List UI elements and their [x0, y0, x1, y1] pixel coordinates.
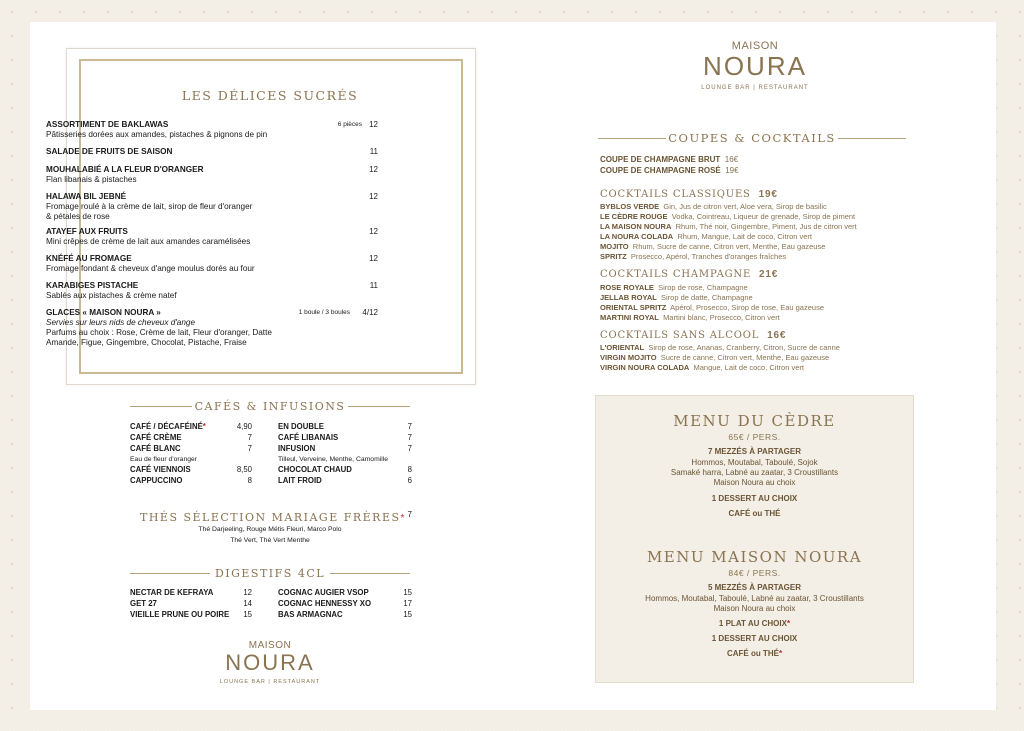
digestif-row: [130, 588, 252, 598]
item-price: 12: [369, 120, 378, 129]
logo-noura: NOURA: [225, 650, 315, 675]
item-price: 8,50: [236, 465, 252, 474]
dessert-item: [46, 192, 376, 222]
menus-panel: [595, 395, 914, 683]
cocktail-row: [600, 222, 857, 232]
item-name: GLACES « MAISON NOURA »: [46, 308, 161, 317]
digestif-row: [278, 599, 412, 609]
cafe-row: [130, 476, 252, 486]
menu-noura-line: Hommos, Moutabal, Taboulé, Labné au zaatar, 3 Croustillants: [645, 594, 864, 603]
delices-title: LES DÉLICES SUCRÉS: [181, 88, 359, 103]
item-price: 11: [369, 281, 378, 290]
item-price: 8: [407, 465, 412, 474]
cafes-title: CAFÉS & INFUSIONS: [194, 400, 346, 413]
logo-tagline: LOUNGE BAR | RESTAURANT: [701, 85, 809, 91]
group-name: COCKTAILS CHAMPAGNE: [600, 269, 752, 280]
item-name: COUPE DE CHAMPAGNE ROSÉ: [600, 166, 721, 175]
item-name: VIRGIN NOURA COLADA: [600, 363, 690, 372]
cafe-row: [130, 422, 252, 432]
item-price: 12: [369, 254, 378, 263]
cafe-row: [278, 422, 412, 432]
star-mark: *: [400, 513, 405, 524]
item-desc: Sirop de datte, Champagne: [661, 293, 753, 302]
item-name: GET 27: [130, 599, 157, 608]
menu-cedre-cafe: CAFÉ ou THÉ: [728, 509, 781, 518]
cocktail-row: [600, 232, 812, 242]
item-price: 11: [369, 147, 378, 156]
item-name: CAFÉ LIBANAIS: [278, 433, 339, 442]
group-title: [600, 190, 778, 200]
digestif-row: [278, 588, 412, 598]
item-price: 7: [407, 433, 412, 442]
item-name: INFUSION: [278, 444, 316, 453]
item-desc: Apérol, Prosecco, Sirop de rose, Eau gazeuse: [670, 303, 824, 312]
item-name: HALAWA BIL JEBNÉ: [46, 192, 127, 201]
item-name: COUPE DE CHAMPAGNE BRUT: [600, 155, 721, 164]
item-price: 12: [369, 227, 378, 236]
item-price: 12: [369, 165, 378, 174]
cocktail-row: [600, 283, 748, 293]
group-name: COCKTAILS CLASSIQUES: [600, 189, 751, 200]
item-qty: 6 pièces: [337, 121, 362, 128]
dessert-item: [46, 227, 376, 247]
logo-maison: MAISON: [248, 640, 292, 651]
item-name: CAFÉ / DÉCAFÉINÉ: [130, 422, 203, 431]
cocktail-row: [600, 242, 825, 252]
group-title: [600, 331, 786, 341]
dessert-item: [46, 147, 376, 157]
item-name: MOUHALABIÉ A LA FLEUR D'ORANGER: [46, 165, 204, 174]
cafe-label: CAFÉ ou THÉ: [726, 649, 779, 658]
item-desc: Martini blanc, Prosecco, Citron vert: [663, 313, 780, 322]
item-name: MOJITO: [600, 242, 629, 251]
digestif-row: [130, 599, 252, 609]
divider: [348, 406, 410, 407]
item-name: COGNAC AUGIER VSOP: [278, 588, 369, 597]
item-price: 4,90: [236, 422, 252, 431]
item-desc: Flan libanais & pistaches: [46, 175, 137, 184]
item-name: EN DOUBLE: [278, 422, 324, 431]
coupes-title: COUPES & COCKTAILS: [668, 131, 836, 145]
dessert-item: [46, 165, 376, 185]
item-name: ROSE ROYALE: [600, 283, 654, 292]
item-price: 7: [407, 422, 412, 431]
group-price: 16€: [767, 330, 787, 341]
item-desc: Amande, Figue, Gingembre, Chocolat, Pistache, Fraise: [46, 338, 247, 347]
group-price: 21€: [759, 269, 779, 280]
menu-noura-dessert: 1 DESSERT AU CHOIX: [711, 634, 798, 643]
item-name: CAFÉ CRÈME: [130, 433, 182, 442]
item-desc: Gin, Jus de citron vert, Aloe vera, Sirop de basilic: [663, 202, 827, 211]
cafe-row: [278, 465, 412, 475]
champagne-row: [600, 166, 739, 176]
item-name: SALADE DE FRUITS DE SAISON: [46, 147, 173, 156]
logo-maison: MAISON: [731, 40, 779, 52]
item-price: 7: [247, 444, 252, 453]
dessert-item: [46, 120, 376, 140]
item-desc: Sirop de rose, Ananas, Cranberry, Citron, Sucre de canne: [648, 343, 840, 352]
item-name: L'ORIENTAL: [600, 343, 645, 352]
cocktail-row: [600, 353, 829, 363]
item-name: KNÉFÉ AU FROMAGE: [46, 254, 132, 263]
thes-line: Thé Vert, Thé Vert Menthe: [230, 537, 310, 544]
item-desc: & pétales de rose: [46, 212, 110, 221]
cafe-note: Tilleul, Verveine, Menthe, Camomille: [278, 456, 389, 463]
item-desc: Rhum, Thé noir, Gingembre, Piment, Jus de citron vert: [675, 222, 857, 231]
plat-label: 1 PLAT AU CHOIX: [718, 619, 787, 628]
item-price: 7: [247, 433, 252, 442]
item-name: ASSORTIMENT DE BAKLAWAS: [46, 120, 169, 129]
item-price: 15: [403, 610, 412, 619]
item-desc: Sirop de rose, Champagne: [658, 283, 748, 292]
item-desc: Servies sur leurs nids de cheveux d'ange: [46, 318, 196, 327]
item-name: CHOCOLAT CHAUD: [278, 465, 352, 474]
item-name: CAFÉ BLANC: [130, 444, 181, 453]
thes-price: 7: [407, 510, 412, 519]
item-name: JELLAB ROYAL: [600, 293, 657, 302]
star-mark: *: [786, 619, 791, 628]
menu-cedre-mezzes: 7 MEZZÉS À PARTAGER: [707, 447, 802, 456]
item-desc: Rhum, Mangue, Lait de coco, Citron vert: [677, 232, 813, 241]
cocktail-row: [600, 343, 840, 353]
cafe-row: [278, 476, 412, 486]
item-price: 14: [243, 599, 252, 608]
item-price: 17: [403, 599, 412, 608]
item-name: LE CÈDRE ROUGE: [600, 212, 668, 221]
group-name: COCKTAILS SANS ALCOOL: [600, 330, 760, 341]
item-desc: Fromage fondant & cheveux d'ange moulus dorés au four: [46, 264, 255, 273]
star-mark: *: [778, 649, 783, 658]
item-desc: Rhum, Sucre de canne, Citron vert, Menthe, Eau gazeuse: [632, 242, 826, 251]
item-desc: Mangue, Lait de coco, Citron vert: [693, 363, 804, 372]
cocktail-row: [600, 363, 804, 373]
cafe-row: [278, 444, 412, 454]
dessert-item: [46, 254, 376, 274]
item-price: 7: [407, 444, 412, 453]
item-price: 6: [407, 476, 412, 485]
divider: [130, 406, 192, 407]
cocktail-row: [600, 212, 855, 222]
item-price: 4/12: [362, 308, 378, 317]
cocktail-row: [600, 293, 753, 303]
champagne-row: [600, 155, 738, 165]
star-mark: *: [202, 422, 206, 431]
item-desc: Prosecco, Apérol, Tranches d'oranges fraîches: [630, 252, 787, 261]
item-price: 15: [403, 588, 412, 597]
menu-noura-line: Maison Noura au choix: [713, 604, 796, 613]
thes-line: Thé Darjeeling, Rouge Métis Fleuri, Marco Polo: [198, 526, 342, 533]
cafe-row: [130, 433, 252, 443]
item-name: CAFÉ VIENNOIS: [130, 465, 191, 474]
item-desc: Mini crêpes de crème de lait aux amandes caramélisées: [46, 237, 251, 246]
cafe-note: Eau de fleur d'oranger: [130, 456, 198, 463]
item-name: LAIT FROID: [278, 476, 322, 485]
cocktail-row: [600, 202, 827, 212]
item-name: CAPPUCCINO: [130, 476, 183, 485]
group-title: [600, 270, 778, 280]
menu-cedre-price: 65€ / PERS.: [728, 432, 781, 442]
item-name: LA MAISON NOURA: [600, 222, 672, 231]
digestifs-title: DIGESTIFS 4CL: [214, 567, 326, 580]
menu-cedre-line: Hommos, Moutabal, Taboulé, Sojok: [691, 458, 818, 467]
item-desc: Pâtisseries dorées aux amandes, pistaches & pignons de pin: [46, 130, 268, 139]
logo-noura: NOURA: [703, 51, 807, 81]
menu-cedre-line: Samaké harra, Labné au zaatar, 3 Croustillants: [670, 468, 839, 477]
divider: [130, 573, 210, 574]
item-desc: Sablés aux pistaches & crème natef: [46, 291, 177, 300]
item-desc: Parfums au choix : Rose, Crème de lait, Fleur d'oranger, Datte: [46, 328, 272, 337]
divider: [598, 138, 666, 139]
item-name: VIEILLE PRUNE OU POIRE: [130, 610, 230, 619]
item-name: NECTAR DE KEFRAYA: [130, 588, 214, 597]
cocktail-row: [600, 252, 786, 262]
item-name: LA NOURA COLADA: [600, 232, 674, 241]
item-name: SPRITZ: [600, 252, 627, 261]
item-price: 16€: [724, 155, 739, 164]
item-desc: Vodka, Cointreau, Liqueur de grenade, Sirop de piment: [671, 212, 856, 221]
cafe-row: [278, 433, 412, 443]
menu-noura-cafe: [596, 649, 913, 659]
menu-noura-price: 84€ / PERS.: [728, 568, 781, 578]
divider: [838, 138, 906, 139]
item-name: BYBLOS VERDE: [600, 202, 660, 211]
item-name: ORIENTAL SPRITZ: [600, 303, 667, 312]
digestif-row: [278, 610, 412, 620]
item-name: COGNAC HENNESSY XO: [278, 599, 372, 608]
logo-top: [690, 40, 820, 91]
item-name: BAS ARMAGNAC: [278, 610, 343, 619]
item-name: ATAYEF AUX FRUITS: [46, 227, 128, 236]
dessert-item: [46, 308, 376, 348]
dessert-item: [46, 281, 376, 301]
item-desc: Fromage roulé à la crème de lait, sirop de fleur d'oranger: [46, 202, 253, 211]
item-name: VIRGIN MOJITO: [600, 353, 657, 362]
item-price: 15: [243, 610, 252, 619]
item-desc: Sucre de canne, Citron vert, Menthe, Eau gazeuse: [660, 353, 830, 362]
menu-noura-plat: [596, 619, 913, 629]
item-price: 12: [243, 588, 252, 597]
item-price: 19€: [725, 166, 739, 175]
cafe-row: [130, 465, 252, 475]
menu-cedre-title: MENU DU CÈDRE: [673, 412, 836, 430]
menu-noura-title: MENU MAISON NOURA: [646, 548, 863, 566]
menu-noura-mezzes: 5 MEZZÉS À PARTAGER: [707, 583, 802, 592]
digestif-row: [130, 610, 252, 620]
menu-cedre-line: Maison Noura au choix: [713, 478, 796, 487]
cocktail-row: [600, 303, 824, 313]
item-name: MARTINI ROYAL: [600, 313, 659, 322]
logo-bottom: [210, 640, 330, 685]
item-price: 12: [369, 192, 378, 201]
cafe-row: [130, 444, 252, 454]
item-qty: 1 boule / 3 boules: [298, 309, 350, 316]
item-price: 8: [247, 476, 252, 485]
group-price: 19€: [758, 189, 778, 200]
divider: [330, 573, 410, 574]
menu-cedre-dessert: 1 DESSERT AU CHOIX: [711, 494, 798, 503]
item-name: KARABIGES PISTACHE: [46, 281, 139, 290]
thes-title: THÉS SÉLECTION MARIAGE FRÈRES: [140, 511, 401, 524]
cocktail-row: [600, 313, 780, 323]
logo-tagline: LOUNGE BAR | RESTAURANT: [219, 679, 321, 685]
